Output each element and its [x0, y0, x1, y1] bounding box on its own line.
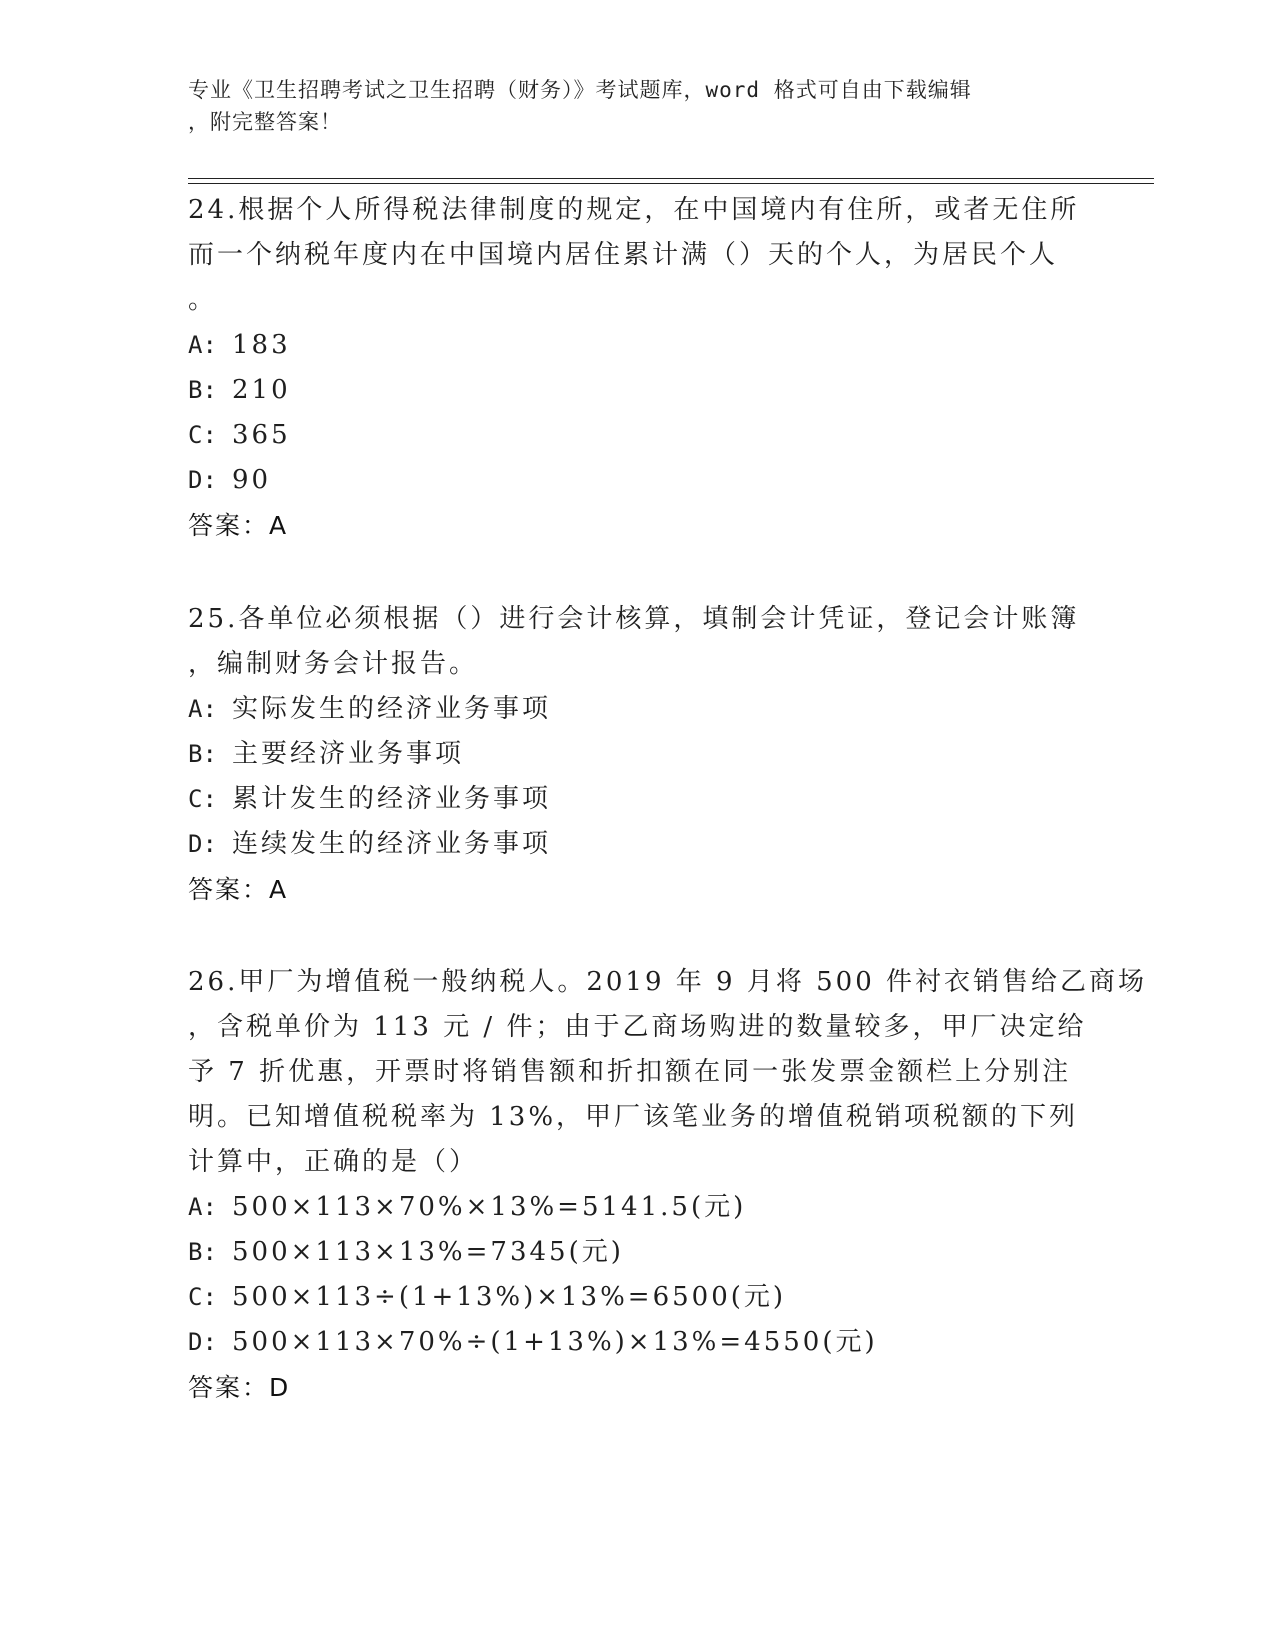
- question-stem-line: 。: [188, 285, 218, 315]
- question-stem-line: ，编制财务会计报告。: [188, 649, 479, 679]
- option-letter: B:: [188, 376, 217, 404]
- option-text: 连续发生的经济业务事项: [232, 829, 552, 859]
- option-letter: A:: [188, 695, 217, 723]
- option-letter: A:: [188, 331, 217, 359]
- option-letter: B:: [188, 740, 217, 768]
- option-letter: C:: [188, 785, 217, 813]
- option-letter: A:: [188, 1193, 217, 1221]
- question-stem-line: 明。已知增值税税率为 13%，甲厂该笔业务的增值税销项税额的下列: [188, 1102, 1079, 1132]
- option-text: 365: [232, 420, 291, 450]
- option-text: 183: [232, 330, 291, 360]
- option-d: [188, 1320, 1088, 1365]
- option-a: [188, 1185, 1088, 1230]
- option-c: [188, 1275, 1088, 1320]
- option-text: 累计发生的经济业务事项: [232, 784, 552, 814]
- option-letter: B:: [188, 1238, 217, 1266]
- document-header: [188, 74, 1068, 138]
- header-line-1: 专业《卫生招聘考试之卫生招聘（财务）》考试题库，word 格式可自由下载编辑: [188, 78, 972, 102]
- answer-label: 答案：A: [188, 875, 289, 904]
- header-divider-top: [188, 178, 1154, 179]
- option-letter: D:: [188, 830, 217, 858]
- question-stem-line: 计算中，正确的是（）: [188, 1147, 479, 1177]
- option-d: [188, 822, 1088, 867]
- header-line-2: ，附完整答案！: [188, 110, 342, 134]
- option-text: 500×113×13%=7345(元): [232, 1237, 624, 1267]
- option-text: 500×113÷(1+13%)×13%=6500(元): [232, 1282, 787, 1312]
- question-25: [188, 597, 1088, 912]
- question-stem-line: 24.根据个人所得税法律制度的规定，在中国境内有住所，或者无住所: [188, 195, 1080, 225]
- option-letter: C:: [188, 421, 217, 449]
- option-b: [188, 732, 1088, 777]
- option-b: [188, 368, 1088, 413]
- option-d: [188, 458, 1088, 503]
- header-divider-bottom: [188, 183, 1154, 184]
- question-stem-line: 予 7 折优惠，开票时将销售额和折扣额在同一张发票金额栏上分别注: [188, 1057, 1072, 1087]
- option-c: [188, 413, 1088, 458]
- option-text: 实际发生的经济业务事项: [232, 694, 552, 724]
- option-letter: D:: [188, 466, 217, 494]
- question-stem-line: 25.各单位必须根据（）进行会计核算，填制会计凭证，登记会计账簿: [188, 604, 1080, 634]
- answer-label: 答案：A: [188, 511, 289, 540]
- option-text: 90: [232, 465, 272, 495]
- answer-label: 答案：D: [188, 1373, 291, 1402]
- question-stem-line: 26.甲厂为增值税一般纳税人。2019 年 9 月将 500 件衬衣销售给乙商场: [188, 967, 1148, 997]
- option-text: 主要经济业务事项: [232, 739, 465, 769]
- option-text: 210: [232, 375, 291, 405]
- option-letter: D:: [188, 1328, 217, 1356]
- option-text: 500×113×70%÷(1+13%)×13%=4550(元): [232, 1327, 878, 1357]
- question-stem-line: ，含税单价为 113 元 / 件；由于乙商场购进的数量较多，甲厂决定给: [188, 1012, 1087, 1042]
- question-24: [188, 188, 1088, 548]
- question-stem-line: 而一个纳税年度内在中国境内居住累计满（）天的个人，为居民个人: [188, 240, 1059, 270]
- option-c: [188, 777, 1088, 822]
- option-a: [188, 323, 1088, 368]
- option-b: [188, 1230, 1088, 1275]
- option-a: [188, 687, 1088, 732]
- option-text: 500×113×70%×13%=5141.5(元): [232, 1192, 747, 1222]
- option-letter: C:: [188, 1283, 217, 1311]
- question-26: [188, 960, 1148, 1410]
